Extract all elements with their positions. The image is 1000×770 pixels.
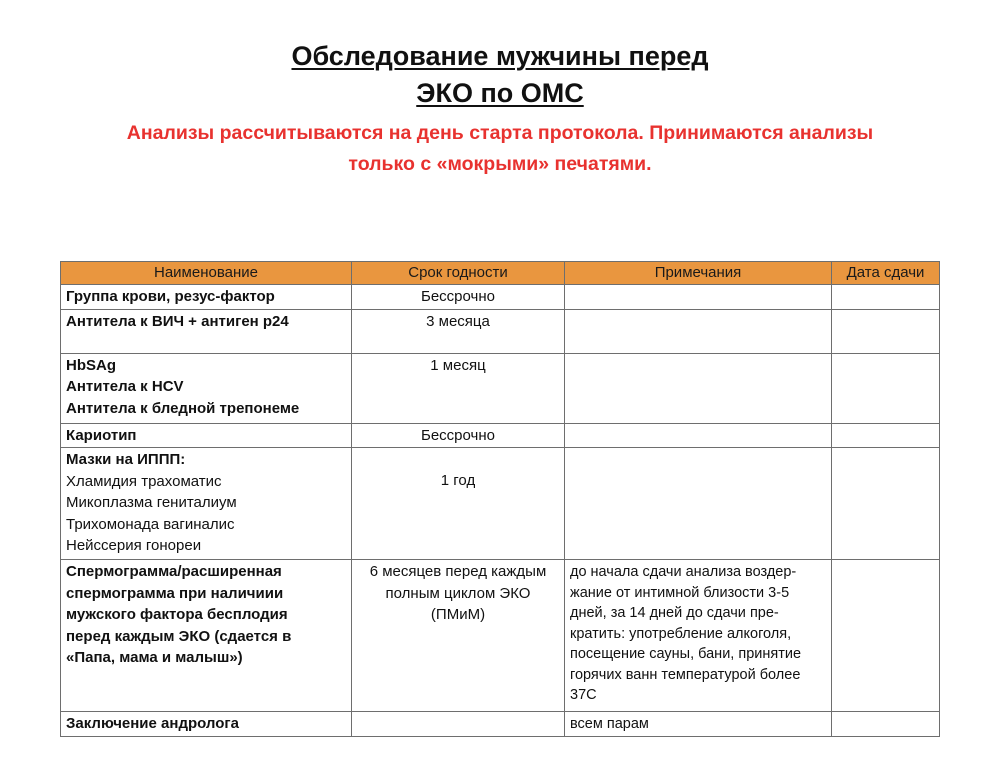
column-header-name: Наименование (61, 262, 352, 285)
cell-note (565, 309, 832, 353)
cell-note-line: 37С (570, 687, 597, 703)
cell-term-line: (ПМиМ) (430, 606, 486, 623)
cell-term: 3 месяца (352, 309, 565, 353)
cell-name-line: Антитела к HCV (66, 378, 184, 395)
cell-term-line: полным циклом ЭКО (385, 584, 531, 602)
cell-note (565, 560, 832, 712)
cell-name-line: Кариотип (66, 426, 137, 444)
cell-term (352, 560, 565, 712)
cell-name (61, 353, 352, 423)
cell-name (61, 448, 352, 560)
cell-note-line: кратить: употребление алкоголя, (570, 625, 792, 642)
column-header-date: Дата сдачи (832, 262, 940, 285)
cell-term: Бессрочно (352, 423, 565, 448)
cell-date (832, 423, 940, 448)
cell-name-line: Микоплазма гениталиум (66, 494, 237, 511)
notice-text (60, 118, 940, 180)
cell-date (832, 353, 940, 423)
cell-date (832, 712, 940, 737)
table-row (61, 353, 940, 423)
cell-note (565, 285, 832, 310)
table-row (61, 309, 940, 353)
cell-note (565, 353, 832, 423)
notice-line-1: Анализы рассчитываются на день старта протокола. Принимаются анализы (126, 122, 874, 144)
cell-note-line: посещение сауны, бани, принятие (570, 646, 802, 662)
cell-name-line: Мазки на ИППП: (66, 451, 186, 468)
cell-term: Бессрочно (352, 285, 565, 310)
cell-name-line: Трихомонада вагиналис (66, 515, 235, 533)
table-row (61, 423, 940, 448)
cell-name-line: Заключение андролога (66, 715, 239, 732)
cell-note-line: горячих ванн температурой более (570, 666, 801, 683)
cell-date (832, 309, 940, 353)
cell-note (565, 448, 832, 560)
column-header-notes: Примечания (565, 262, 832, 285)
cell-name-line: перед каждым ЭКО (сдается в (66, 627, 292, 645)
table-header-row (61, 262, 940, 285)
cell-name-line: мужского фактора бесплодия (66, 606, 288, 623)
cell-date (832, 448, 940, 560)
page-title (0, 38, 1000, 112)
notice-line-2: только с «мокрыми» печатями. (348, 153, 652, 175)
table-row (61, 448, 940, 560)
cell-name-line: Группа крови, резус-фактор (66, 288, 275, 305)
table-row (61, 712, 940, 737)
cell-note-line: жание от интимной близости 3-5 (570, 584, 790, 601)
exam-table (60, 261, 940, 737)
cell-name (61, 560, 352, 712)
cell-date (832, 560, 940, 712)
column-header-term: Срок годности (352, 262, 565, 285)
cell-name-line: Хламидия трахоматис (66, 472, 222, 490)
title-line-2: ЭКО по ОМС (416, 78, 584, 108)
cell-name-line: Антитела к бледной трепонеме (66, 399, 300, 417)
cell-note: всем парам (565, 712, 832, 737)
cell-name-line: Антитела к ВИЧ + антиген р24 (66, 312, 289, 330)
table-row (61, 560, 940, 712)
cell-name-line: Нейссерия гонореи (66, 537, 202, 554)
cell-note (565, 423, 832, 448)
cell-term-text: 1 год (440, 472, 476, 489)
cell-name (61, 423, 352, 448)
cell-name (61, 309, 352, 353)
cell-term-line: 6 месяцев перед каждым (369, 563, 547, 580)
cell-note-line: до начала сдачи анализа воздер- (570, 564, 797, 580)
cell-name (61, 712, 352, 737)
cell-name-line: Спермограмма/расширенная (66, 563, 282, 580)
cell-term (352, 448, 565, 560)
cell-term: 1 месяц (352, 353, 565, 423)
table-row (61, 285, 940, 310)
cell-note-line: дней, за 14 дней до сдачи пре- (570, 605, 779, 621)
cell-date (832, 285, 940, 310)
title-line-1: Обследование мужчины перед (291, 41, 709, 71)
cell-term (352, 712, 565, 737)
cell-name (61, 285, 352, 310)
cell-name-line: «Папа, мама и малыш») (66, 649, 243, 666)
cell-name-line: спермограмма при наличиии (66, 584, 284, 602)
cell-name-line: HbSAg (66, 356, 116, 374)
